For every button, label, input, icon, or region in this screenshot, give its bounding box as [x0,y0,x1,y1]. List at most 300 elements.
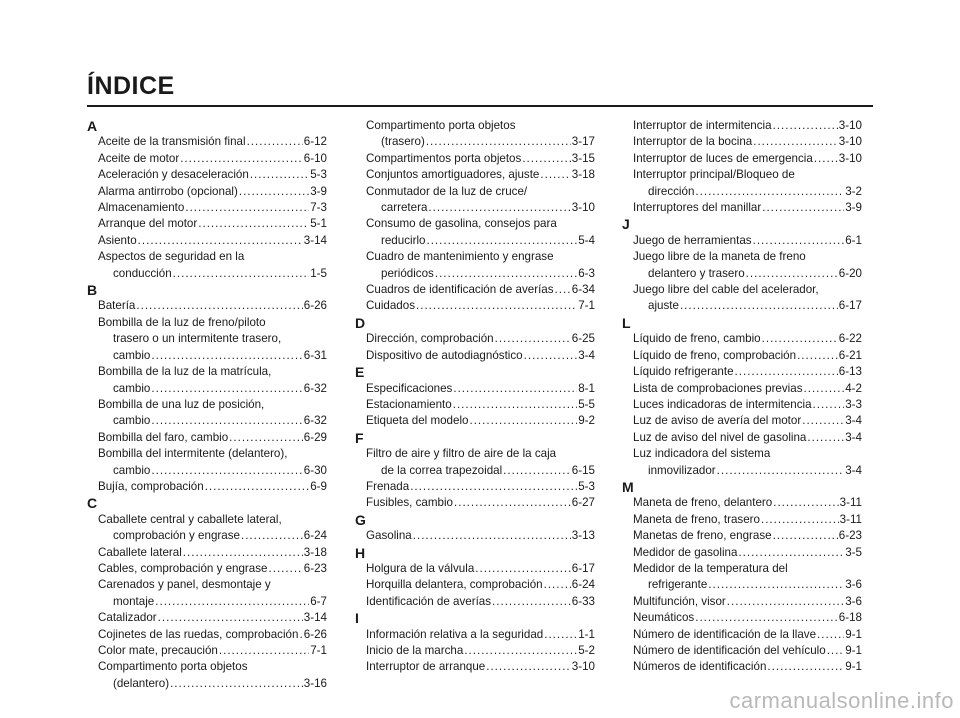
dot-leader [416,298,577,314]
entry-text: Juego de herramientas [633,233,752,247]
page-number: 6-30 [303,463,327,477]
page-number: 6-25 [571,332,595,346]
page-number: 6-10 [303,151,327,165]
index-entry [355,216,595,249]
section-letter: F [355,429,364,446]
dot-leader [486,659,571,675]
entry-text: Cuadros de identificación de averías [366,283,554,297]
dot-leader [727,594,844,610]
page-number: 3-14 [303,233,327,247]
page-number: 9-1 [845,644,862,657]
index-entry [355,397,595,413]
entry-text: Interruptor de arranque [366,660,486,674]
page-number: 6-12 [303,135,327,149]
dot-leader [185,200,309,216]
page-number: 6-33 [571,594,595,608]
entry-text: Estacionamiento [366,397,452,411]
dot-leader [813,397,845,413]
dot-leader [738,545,844,561]
entry-text: conducción [113,266,172,280]
page-number: 3-6 [845,594,862,608]
index-entry [87,167,327,183]
index-entry [355,167,595,183]
dot-leader [797,348,838,364]
dot-leader [827,643,845,659]
index-entry [355,282,595,298]
index-entry [622,627,862,643]
entry-text: Interruptor principal/Bloqueo de [633,168,795,182]
page-number: 6-24 [571,578,595,592]
dot-leader [762,331,838,347]
index-entry [87,151,327,167]
dot-leader [695,610,838,626]
page-number: 7-3 [310,201,327,215]
index-entry [87,397,327,430]
index-entry [87,627,327,643]
index-entry [355,151,595,167]
page-number: 6-26 [303,627,327,641]
section-letter: E [355,364,365,381]
entry-text: Bombilla de la luz de la matrícula, [98,365,272,379]
index-entry [355,118,595,151]
page-number: 3-10 [571,201,595,215]
page-number: 9-2 [578,414,595,428]
section-letter: C [87,495,98,512]
dot-leader [761,512,839,528]
index-entry [622,167,862,200]
index-entry [355,413,595,429]
page-number: 3-3 [845,397,862,411]
dot-leader [180,151,303,167]
index-entry [622,610,862,626]
entry-text: carretera [381,201,428,215]
index-entry [355,331,595,347]
index-column-3 [622,118,862,676]
entry-text: Batería [98,299,136,313]
dot-leader [247,134,303,150]
entry-text: Asiento [98,233,137,247]
index-entry [622,134,862,150]
dot-leader [495,331,571,347]
dot-leader [173,266,310,282]
index-entry [87,446,327,479]
index-entry [355,249,595,282]
entry-text: Especificaciones [366,381,453,395]
entry-text: Identificación de averías [366,594,492,608]
index-entry [355,446,595,479]
dot-leader [219,643,309,659]
entry-text: Caballete central y caballete lateral, [98,512,282,526]
dot-leader [250,167,309,183]
entry-text: Aspectos de seguridad en la [98,250,245,264]
page-number: 6-18 [838,611,862,625]
entry-text: inmovilizador [648,463,716,477]
dot-leader [205,479,310,495]
index-entry [87,659,327,692]
page-number: 6-9 [310,479,327,493]
page-number: 3-4 [845,463,862,477]
entry-text: Maneta de freno, trasero [633,512,760,526]
index-entry [87,184,327,200]
entry-text: Catalizador [98,611,157,625]
index-entry [87,512,327,545]
dot-leader [544,577,571,593]
entry-text: Número de identificación del vehículo [633,644,826,657]
dot-leader [753,134,838,150]
entry-text: Bombilla del faro, cambio [98,430,229,444]
entry-text: Arranque del motor [98,217,198,231]
page-number: 6-3 [578,266,595,280]
dot-leader [151,348,302,364]
page-number: 3-16 [303,676,327,690]
dot-leader [183,545,303,561]
dot-leader [503,463,571,479]
entry-text: Luz de aviso del nivel de gasolina [633,430,807,444]
entry-text: Alarma antirrobo (opcional) [98,184,238,198]
page-number: 3-9 [310,184,327,198]
entry-text: delantero y trasero [648,266,745,280]
dot-leader [158,610,303,626]
dot-leader [239,184,309,200]
entry-text: Frenada [366,479,410,493]
dot-leader [522,151,570,167]
watermark: carmanualsonline.info [729,688,954,713]
page-number: 6-7 [310,594,327,608]
dot-leader [475,561,571,577]
dot-leader [817,627,844,643]
entry-text: Números de identificación [633,660,767,674]
index-entry [87,364,327,397]
section-letter: J [622,216,630,233]
index-entry [355,298,595,314]
dot-leader [170,676,303,692]
entry-text: Compartimento porta objetos [366,119,516,132]
entry-text: Información relativa a la seguridad [366,627,544,641]
index-entry [87,643,327,659]
title-divider [87,105,873,107]
entry-text: Luz indicadora del sistema [633,447,771,461]
page-number: 3-9 [845,201,862,215]
page-number: 5-4 [578,233,595,247]
index-entry [87,216,327,232]
dot-leader [746,266,838,282]
index-column-2 [355,118,595,676]
entry-text: Bombilla de la luz de freno/piloto [98,315,266,329]
entry-text: Cojinetes de las ruedas, comprobación [98,627,299,641]
entry-text: Cables, comprobación y engrase [98,561,268,575]
entry-text: Conjuntos amortiguadores, ajuste [366,168,540,182]
entry-text: (delantero) [113,676,170,690]
dot-leader [735,364,838,380]
index-entry [622,118,862,134]
page-number: 3-4 [845,430,862,444]
dot-leader [680,298,838,314]
dot-leader [804,381,845,397]
page-number: 6-32 [303,381,327,395]
dot-leader [802,413,844,429]
index-entry [87,298,327,314]
page-number: 6-26 [303,299,327,313]
dot-leader [151,413,302,429]
page-number: 5-5 [578,397,595,411]
entry-text: cambio [113,381,151,395]
index-entry [355,577,595,593]
dot-leader [435,266,577,282]
dot-leader [151,381,302,397]
index-column-1 [87,118,327,692]
section-letter: B [87,282,98,299]
entry-text: Lista de comprobaciones previas [633,381,803,395]
page-number: 3-14 [303,611,327,625]
index-entry [87,430,327,446]
index-entry [622,200,862,216]
entry-text: ajuste [648,299,679,313]
page-number: 5-3 [310,168,327,182]
page-number: 3-17 [571,135,595,149]
index-entry [87,134,327,150]
dot-leader [138,233,303,249]
entry-text: Gasolina [366,529,412,543]
entry-text: Multifunción, visor [633,594,726,608]
page-number: 1-5 [310,266,327,280]
page-number: 3-10 [838,135,862,149]
page-number: 7-1 [310,644,327,657]
entry-text: Holgura de la válvula [366,561,475,575]
page-number: 9-1 [845,627,862,641]
index-entry [622,561,862,594]
index-entry [87,479,327,495]
page-number: 6-34 [571,283,595,297]
index-entry [87,200,327,216]
page-number: 6-1 [845,233,862,247]
dot-leader [155,594,309,610]
entry-text: Juego libre de la maneta de freno [633,250,806,264]
index-entry [355,184,595,217]
page-number: 8-1 [578,381,595,395]
index-entry [622,512,862,528]
entry-text: Color mate, precaución [98,644,218,657]
entry-text: montaje [113,594,155,608]
page-number: 9-1 [845,660,862,674]
entry-text: Aceite de la transmisión final [98,135,246,149]
entry-text: Cuidados [366,299,415,313]
page-number: 3-18 [303,545,327,559]
page-number: 3-10 [838,151,862,165]
dot-leader [428,200,570,216]
entry-text: Luz de aviso de avería del motor [633,414,802,428]
dot-leader [410,479,577,495]
entry-text: reducirlo [381,233,426,247]
entry-text: Número de identificación de la llave [633,627,817,641]
page-number: 5-2 [578,644,595,657]
page-number: 3-6 [845,578,862,592]
entry-text: Interruptores del manillar [633,201,762,215]
dot-leader [540,167,570,183]
page-number: 3-4 [578,348,595,362]
entry-text: Interruptor de la bocina [633,135,753,149]
entry-text: Manetas de freno, engrase [633,529,772,543]
index-entry [355,627,595,643]
page-number: 3-10 [838,119,862,132]
dot-leader [753,233,845,249]
index-entry [622,381,862,397]
page-number: 3-18 [571,168,595,182]
index-entry [622,545,862,561]
page-number: 3-11 [839,512,862,526]
entry-text: Interruptor de intermitencia [633,119,772,132]
dot-leader [136,298,302,314]
dot-leader [454,495,571,511]
entry-text: refrigerante [648,578,708,592]
entry-text: Horquilla delantera, comprobación [366,578,543,592]
entry-text: Líquido de freno, comprobación [633,348,797,362]
entry-text: Aceleración y desaceleración [98,168,249,182]
entry-text: Medidor de gasolina [633,545,738,559]
index-entry [622,495,862,511]
entry-text: Aceite de motor [98,151,180,165]
entry-text: Líquido refrigerante [633,365,734,379]
dot-leader [151,463,302,479]
page-number: 6-17 [838,299,862,313]
section-letter: D [355,314,366,331]
entry-text: Fusibles, cambio [366,496,453,510]
dot-leader [524,348,578,364]
entry-text: dirección [648,184,695,198]
index-entry [622,282,862,315]
index-entry [622,233,862,249]
dot-leader [453,397,578,413]
dot-leader [413,528,571,544]
index-entry [622,528,862,544]
index-entry [355,528,595,544]
page-number: 3-4 [845,414,862,428]
dot-leader [807,430,844,446]
index-entry [87,233,327,249]
dot-leader [814,151,838,167]
index-entry [622,413,862,429]
section-letter: L [622,314,631,331]
entry-text: Líquido de freno, cambio [633,332,761,346]
page-number: 6-23 [303,561,327,575]
entry-text: Almacenamiento [98,201,185,215]
entry-text: Juego libre del cable del acelerador, [633,283,819,297]
index-entry [355,495,595,511]
dot-leader [773,118,838,134]
index-entry [622,430,862,446]
page-number: 3-15 [571,151,595,165]
entry-text: Inicio de la marcha [366,644,464,657]
page-title: ÍNDICE [87,72,175,100]
section-letter: I [355,610,359,627]
index-entry [87,315,327,364]
page-number: 3-10 [571,660,595,674]
page-number: 6-22 [838,332,862,346]
entry-text: Dispositivo de autodiagnóstico [366,348,523,362]
index-entry [87,545,327,561]
page-number: 3-13 [571,529,595,543]
page-number: 6-32 [303,414,327,428]
dot-leader [299,627,302,643]
dot-leader [767,659,844,675]
page-number: 6-29 [303,430,327,444]
index-entry [355,594,595,610]
index-entry [622,364,862,380]
dot-leader [426,233,577,249]
dot-leader [492,594,571,610]
entry-text: Luces indicadoras de intermitencia [633,397,812,411]
entry-text: cambio [113,348,151,362]
page-number: 5-3 [578,479,595,493]
entry-text: cambio [113,414,151,428]
page-number: 6-24 [303,529,327,543]
index-entry [622,446,862,479]
dot-leader [241,528,303,544]
entry-text: Carenados y panel, desmontaje y [98,578,271,592]
entry-text: Caballete lateral [98,545,182,559]
entry-text: periódicos [381,266,434,280]
dot-leader [773,495,838,511]
entry-text: Bombilla de una luz de posición, [98,397,265,411]
index-entry [622,151,862,167]
page-number: 3-11 [839,496,862,510]
entry-text: Compartimento porta objetos [98,660,248,674]
dot-leader [426,134,571,150]
page-number: 6-13 [838,365,862,379]
index-entry [87,561,327,577]
dot-leader [198,216,309,232]
entry-text: Medidor de la temperatura del [633,561,788,575]
entry-text: (trasero) [381,135,425,149]
entry-text: Neumáticos [633,611,695,625]
entry-text: Conmutador de la luz de cruce/ [366,184,528,198]
entry-text: Etiqueta del modelo [366,414,469,428]
page-number: 3-2 [845,184,862,198]
entry-text: Consumo de gasolina, consejos para [366,217,557,231]
entry-text: Bombilla del intermitente (delantero), [98,447,288,461]
entry-text: Filtro de aire y filtro de aire de la caja [366,447,557,461]
index-entry [87,577,327,610]
dot-leader [229,430,303,446]
page-number: 6-27 [571,496,595,510]
page-number: 6-17 [571,561,595,575]
dot-leader [695,184,844,200]
dot-leader [544,627,577,643]
dot-leader [762,200,844,216]
index-entry [355,643,595,659]
page-number: 7-1 [578,299,595,313]
entry-text: Interruptor de luces de emergencia [633,151,813,165]
entry-text: Cuadro de mantenimiento y engrase [366,250,554,264]
entry-text: Maneta de freno, delantero [633,496,773,510]
index-entry [622,331,862,347]
dot-leader [773,528,838,544]
index-entry [355,561,595,577]
section-letter: A [87,118,98,134]
page-number: 6-23 [838,529,862,543]
entry-text: Dirección, comprobación [366,332,494,346]
page-number: 5-1 [310,217,327,231]
section-letter: G [355,511,366,528]
index-entry [87,249,327,282]
page-number: 6-21 [838,348,862,362]
index-entry [622,348,862,364]
section-letter: H [355,544,366,561]
index-entry [355,479,595,495]
entry-text: comprobación y engrase [113,529,240,543]
dot-leader [464,643,577,659]
page-number: 6-20 [838,266,862,280]
page-number: 6-31 [303,348,327,362]
